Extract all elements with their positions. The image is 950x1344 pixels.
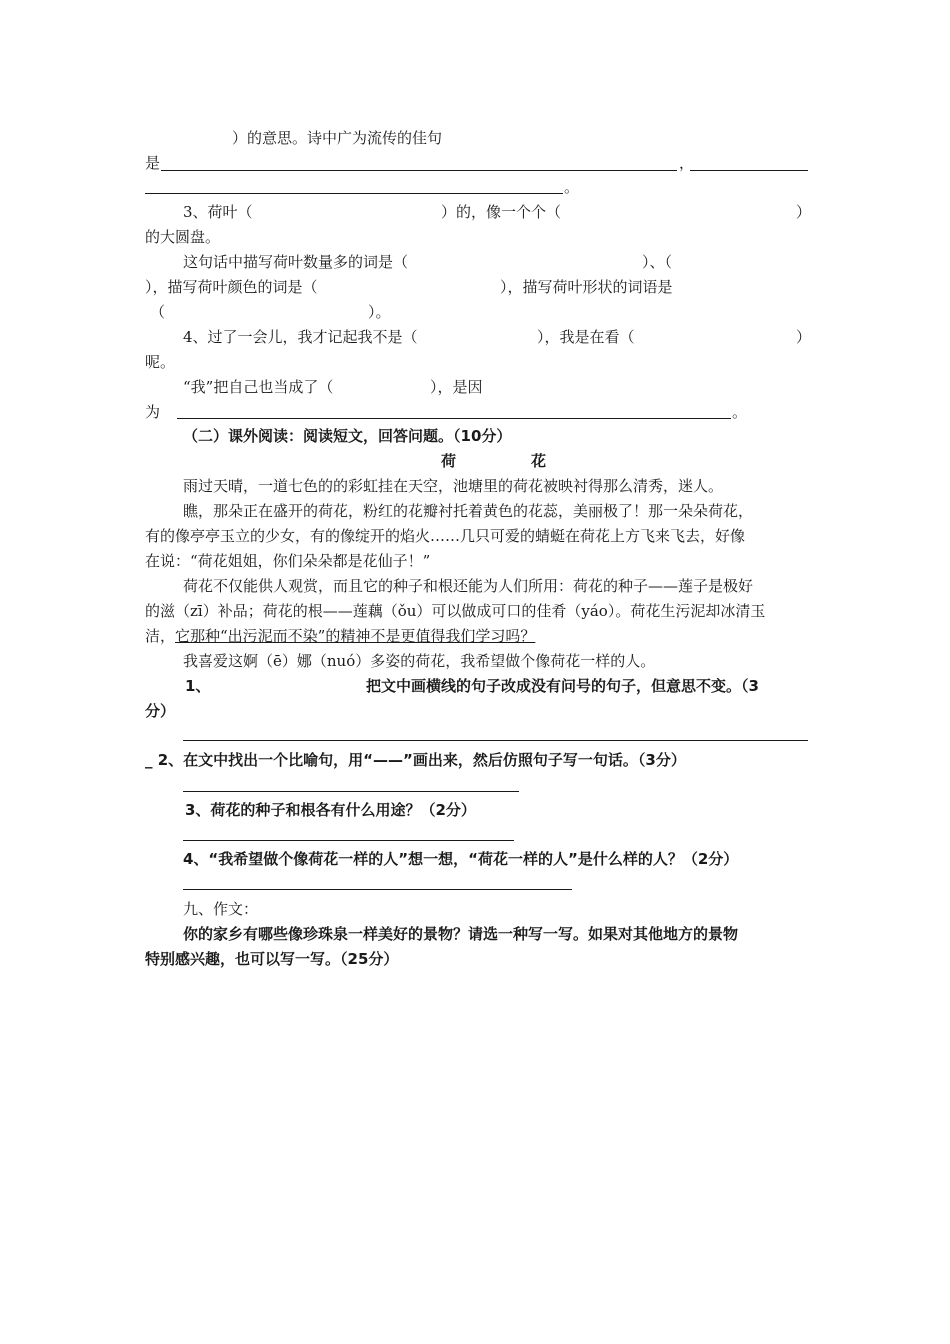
passage-paragraph-3-line-2: 的滋（zī）补品；荷花的根——莲藕（ǒu）可以做成可口的佳肴（yáo）。荷花生污泥却冰清玉: [145, 602, 766, 620]
composition-heading: 九、作文：: [183, 900, 259, 918]
reading-heading: （二）课外阅读：阅读短文，回答问题。（10分）: [183, 427, 512, 445]
question-4-text: 4、“我希望做个像荷花一样的人”想一想，“荷花一样的人”是什么样的人？（2分）: [183, 850, 739, 868]
q3-sub-d: ），描写荷叶形状的词语是: [500, 278, 673, 296]
q4-sub-a: “我”把自己也当成了（: [183, 378, 334, 396]
passage-text: 洁，: [145, 627, 176, 645]
question-1-text: 把文中画横线的句子改成没有问号的句子，但意思不变。（3: [366, 677, 759, 695]
passage-paragraph-3-line-1: 荷花不仅能供人观赏，而且它的种子和根还能为人们所用：荷花的种子——莲子是极好: [183, 577, 754, 595]
passage-paragraph-3-line-3: [145, 626, 535, 646]
q3-sub-a: 这句话中描写荷叶数量多的词是（: [183, 253, 409, 271]
answer-blank[interactable]: [183, 840, 514, 841]
answer-blank[interactable]: [177, 418, 731, 419]
question-2-text: _ 2、在文中找出一个比喻句，用“——”画出来，然后仿照句子写一句话。（3分）: [145, 751, 686, 769]
q3-part-a: 3、荷叶（: [183, 203, 253, 221]
composition-prompt-line-2: 特别感兴趣，也可以写一写。（25分）: [145, 950, 399, 968]
period: 。: [732, 403, 748, 421]
q4-part-a: 4、过了一会儿，我才记起我不是（: [183, 328, 418, 346]
q4-part-d: 呢。: [145, 353, 176, 371]
q3-part-c: ）: [796, 203, 812, 221]
question-1-tail: 分）: [145, 702, 176, 720]
q3-sub-f: ）。: [368, 303, 391, 321]
passage-paragraph-2-line-1: 瞧，那朵正在盛开的荷花，粉红的花瓣衬托着黄色的花蕊，美丽极了！那一朵朵荷花，: [183, 502, 754, 520]
composition-prompt-line-1: 你的家乡有哪些像珍珠泉一样美好的景物？请选一种写一写。如果对其他地方的景物: [183, 925, 739, 943]
underlined-sentence: 它那种“出污泥而不染”的精神不是更值得我们学习吗？: [175, 627, 536, 645]
q3-sub-e: （: [150, 303, 166, 321]
answer-blank[interactable]: [690, 170, 808, 171]
question-3-text: 3、荷花的种子和根各有什么用途？（2分）: [185, 801, 476, 819]
period: 。: [564, 178, 580, 196]
famous-line-prefix: 是: [145, 154, 161, 172]
passage-paragraph-1: 雨过天晴，一道七色的的彩虹挂在天空，池塘里的荷花被映衬得那么清秀，迷人。: [183, 477, 724, 495]
answer-blank[interactable]: [183, 791, 519, 792]
question-1-number: 1、: [185, 677, 211, 695]
answer-blank[interactable]: [145, 193, 563, 194]
q3-part-d: 的大圆盘。: [145, 228, 221, 246]
passage-paragraph-2-line-3: 在说：“荷花姐姐，你们朵朵都是花仙子！”: [145, 552, 431, 570]
comma: ，: [679, 154, 695, 172]
poem-meaning-line: ）的意思。诗中广为流传的佳句: [232, 129, 443, 147]
answer-blank[interactable]: [183, 740, 808, 741]
q4-part-b: ），我是在看（: [537, 328, 635, 346]
q3-sub-c: ），描写荷叶颜色的词是（: [145, 278, 318, 296]
q4-sub-b: ），是因: [430, 378, 483, 396]
answer-blank[interactable]: [161, 170, 677, 171]
q4-part-c: ）: [796, 328, 812, 346]
passage-title-char-1: 荷: [441, 452, 457, 470]
q3-part-b: ）的，像一个个（: [441, 203, 562, 221]
q3-sub-b: ）、（: [642, 253, 673, 271]
passage-title-char-2: 花: [531, 452, 547, 470]
passage-paragraph-2-line-2: 有的像亭亭玉立的少女，有的像绽开的焰火……几只可爱的蜻蜓在荷花上方飞来飞去，好像: [145, 527, 746, 545]
q4-sub-c: 为: [145, 403, 161, 421]
passage-paragraph-4: 我喜爱这婀（ē）娜（nuó）多姿的荷花，我希望做个像荷花一样的人。: [183, 652, 656, 670]
answer-blank[interactable]: [183, 889, 572, 890]
